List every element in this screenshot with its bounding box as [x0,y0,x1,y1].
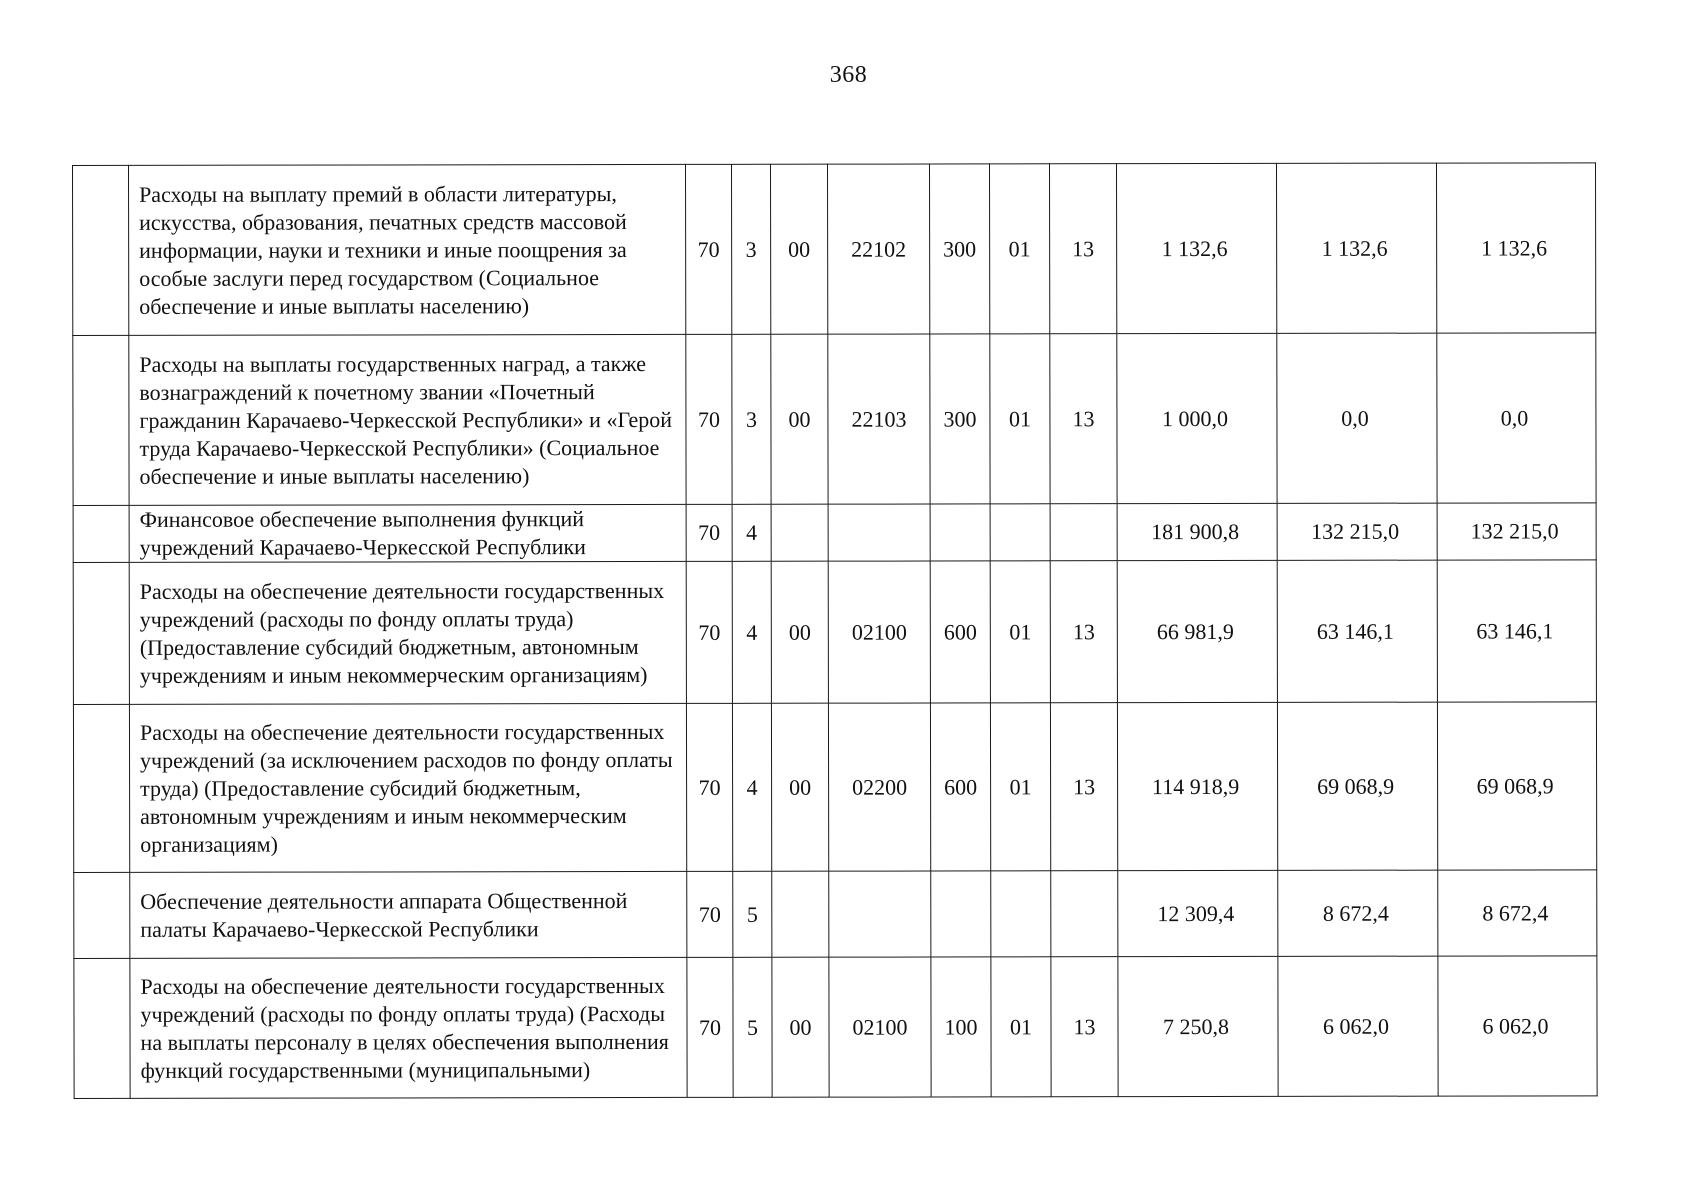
section-cell: 01 [991,957,1051,1097]
event-code-cell: 00 [772,957,829,1097]
section-cell: 01 [990,334,1050,504]
description-cell: Расходы на обеспечение деятельности государственных учреждений (расходы по фонду оплаты труда) (Предоставление субсидий бюджетным, автономным учреждениям и иным некоммерческим организациям) [129,561,686,704]
table-row [73,702,1596,873]
amount-year3-cell: 6 062,0 [1438,956,1597,1096]
amount-year1-cell: 114 918,9 [1117,702,1277,870]
subprogram-code-cell: 4 [732,703,771,871]
expense-type-cell: 600 [930,703,990,871]
section-cell: 01 [990,703,1050,871]
description-cell: Расходы на обеспечение деятельности государственных учреждений (за исключением расходов по фонду оплаты труда) (Предоставление субсидий бюджетным, автономным учреждениям и иным некоммерческим организациям) [129,703,686,872]
row-number-cell [73,335,129,505]
row-number-cell [73,165,129,335]
expense-type-cell: 300 [929,164,989,334]
section-cell [990,504,1050,561]
subsection-cell: 13 [1050,334,1117,504]
table-row [73,560,1596,705]
description-cell: Расходы на выплаты государственных наград, а также вознаграждений к почетному звании «Почетный гражданин Карачаево-Черкесской Республики» и «Герой труда Карачаево-Черкесской Республики» (Социальное обеспечение и иные выплаты населению) [129,334,686,505]
table-row [73,163,1596,336]
subsection-cell: 13 [1049,164,1116,334]
event-code-cell: 00 [771,334,828,504]
section-cell: 01 [990,561,1050,703]
table-row [74,870,1597,959]
table-row [73,333,1596,506]
amount-year3-cell: 1 132,6 [1436,163,1595,333]
expense-type-cell: 600 [930,561,990,703]
amount-year2-cell: 69 068,9 [1277,702,1437,870]
direction-code-cell: 22103 [828,334,930,504]
section-cell: 01 [989,164,1049,334]
program-code-cell: 70 [685,164,731,334]
subsection-cell [1051,871,1118,957]
subprogram-code-cell: 5 [733,957,772,1097]
amount-year2-cell: 132 215,0 [1277,503,1437,560]
subprogram-code-cell: 4 [732,561,771,703]
program-code-cell: 70 [686,561,732,703]
amount-year1-cell: 1 132,6 [1116,163,1276,333]
program-code-cell: 70 [687,957,733,1097]
description-cell: Расходы на обеспечение деятельности государственных учреждений (расходы по фонду оплаты труда) (Расходы на выплаты персоналу в целях обеспечения выполнения функций государственными (муниципальными) [130,957,687,1098]
budget-table [72,162,1598,1099]
row-number-cell [74,872,130,958]
direction-code-cell [828,504,930,561]
amount-year2-cell: 0,0 [1277,333,1437,503]
subprogram-code-cell: 3 [731,164,770,334]
program-code-cell: 70 [686,504,732,561]
subprogram-code-cell: 3 [732,334,771,504]
amount-year1-cell: 1 000,0 [1117,333,1277,503]
row-number-cell [73,704,129,872]
expense-type-cell: 100 [931,957,991,1097]
description-cell: Финансовое обеспечение выполнения функций учреждений Карачаево-Черкесской Республики [129,504,686,562]
event-code-cell: 00 [771,561,828,703]
row-number-cell [73,562,129,704]
amount-year3-cell: 63 146,1 [1437,560,1596,702]
direction-code-cell: 02200 [828,703,930,871]
subsection-cell: 13 [1050,561,1117,703]
amount-year1-cell: 66 981,9 [1117,560,1277,702]
amount-year1-cell: 181 900,8 [1117,503,1277,560]
direction-code-cell: 02100 [829,957,931,1097]
event-code-cell [771,504,828,561]
event-code-cell: 00 [770,164,827,334]
table-row [73,503,1596,563]
event-code-cell [772,871,829,957]
expense-type-cell: 300 [930,334,990,504]
program-code-cell: 70 [687,871,733,957]
amount-year1-cell: 7 250,8 [1118,956,1278,1096]
direction-code-cell [829,871,931,957]
program-code-cell: 70 [686,334,732,504]
table-row [74,956,1597,1099]
program-code-cell: 70 [686,703,732,871]
amount-year2-cell: 1 132,6 [1276,163,1436,333]
subprogram-code-cell: 4 [732,504,771,561]
direction-code-cell: 02100 [828,561,930,703]
description-cell: Обеспечение деятельности аппарата Общественной палаты Карачаево-Черкесской Республики [130,871,687,958]
expense-type-cell [930,504,990,561]
amount-year2-cell: 6 062,0 [1278,956,1438,1096]
page-number: 368 [829,62,868,88]
expense-type-cell [931,871,991,957]
event-code-cell: 00 [771,703,828,871]
row-number-cell [74,958,130,1098]
subsection-cell: 13 [1050,703,1117,871]
amount-year3-cell: 69 068,9 [1437,702,1596,870]
amount-year2-cell: 63 146,1 [1277,560,1437,702]
section-cell [991,871,1051,957]
amount-year3-cell: 132 215,0 [1437,503,1596,560]
row-number-cell [73,505,129,562]
amount-year2-cell: 8 672,4 [1278,870,1438,956]
amount-year3-cell: 0,0 [1437,333,1596,503]
description-cell: Расходы на выплату премий в области литературы, искусства, образования, печатных средств массовой информации, науки и техники и иные поощрения за особые заслуги перед государством (Социальное обеспечение и иные выплаты населению) [129,164,686,335]
subprogram-code-cell: 5 [733,871,772,957]
direction-code-cell: 22102 [827,164,929,334]
subsection-cell [1050,504,1117,561]
amount-year3-cell: 8 672,4 [1438,870,1597,956]
amount-year1-cell: 12 309,4 [1118,870,1278,956]
subsection-cell: 13 [1051,957,1118,1097]
